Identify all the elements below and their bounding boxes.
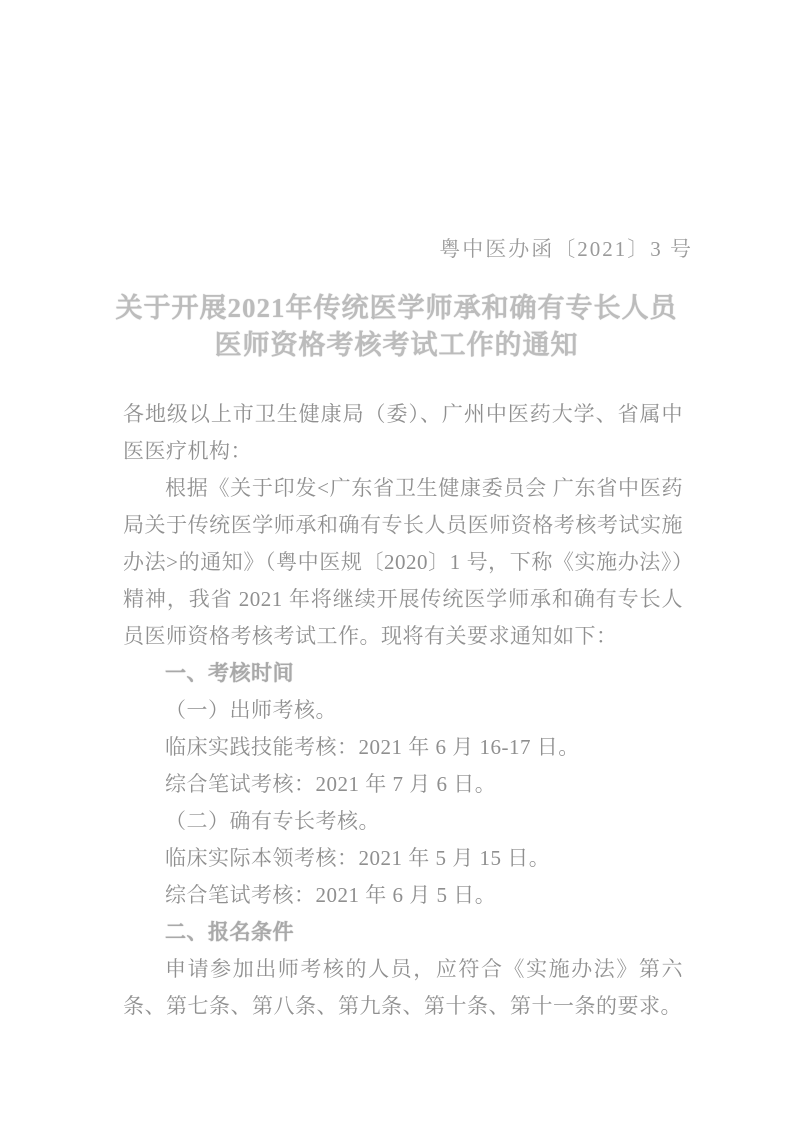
document-number: 粤中医办函〔2021〕3 号 — [439, 237, 693, 261]
section1-heading: 一、考核时间 — [165, 661, 294, 685]
section1-item-1: （一）出师考核。 — [165, 698, 337, 722]
section1-item-6: 综合笔试考核：2021 年 6 月 5 日。 — [165, 883, 497, 907]
paragraph-basis: 根据《关于印发<广东省卫生健康委员会 广东省中医药局关于传统医学师承和确有专长人员医师资格考核考试实施办法>的通知》（粤中医规〔2020〕1 号，下称《实施办法》）精神，我省 2021 年将继续开展传统医学师承和确有专长人员医师资格考核考试工作。现将有关要求通知如下： — [123, 476, 683, 648]
document-body — [123, 396, 683, 1025]
section1-item-3: 综合笔试考核：2021 年 7 月 6 日。 — [165, 772, 497, 796]
section1-item-5: 临床实际本领考核：2021 年 5 月 15 日。 — [165, 846, 551, 870]
document-title-line2: 医师资格考核考试工作的通知 — [214, 330, 579, 360]
section2-heading: 二、报名条件 — [165, 920, 294, 944]
section1-item-2: 临床实践技能考核：2021 年 6 月 16-17 日。 — [165, 735, 580, 759]
document-title-line1: 关于开展2021年传统医学师承和确有专长人员 — [115, 293, 678, 323]
section1-item-4: （二）确有专长考核。 — [165, 809, 380, 833]
salutation: 各地级以上市卫生健康局（委）、广州中医药大学、省属中医医疗机构： — [123, 402, 683, 463]
document-title — [0, 290, 793, 364]
section2-paragraph: 申请参加出师考核的人员，应符合《实施办法》第六条、第七条、第八条、第九条、第十条、第十一条的要求。 — [123, 957, 683, 1018]
